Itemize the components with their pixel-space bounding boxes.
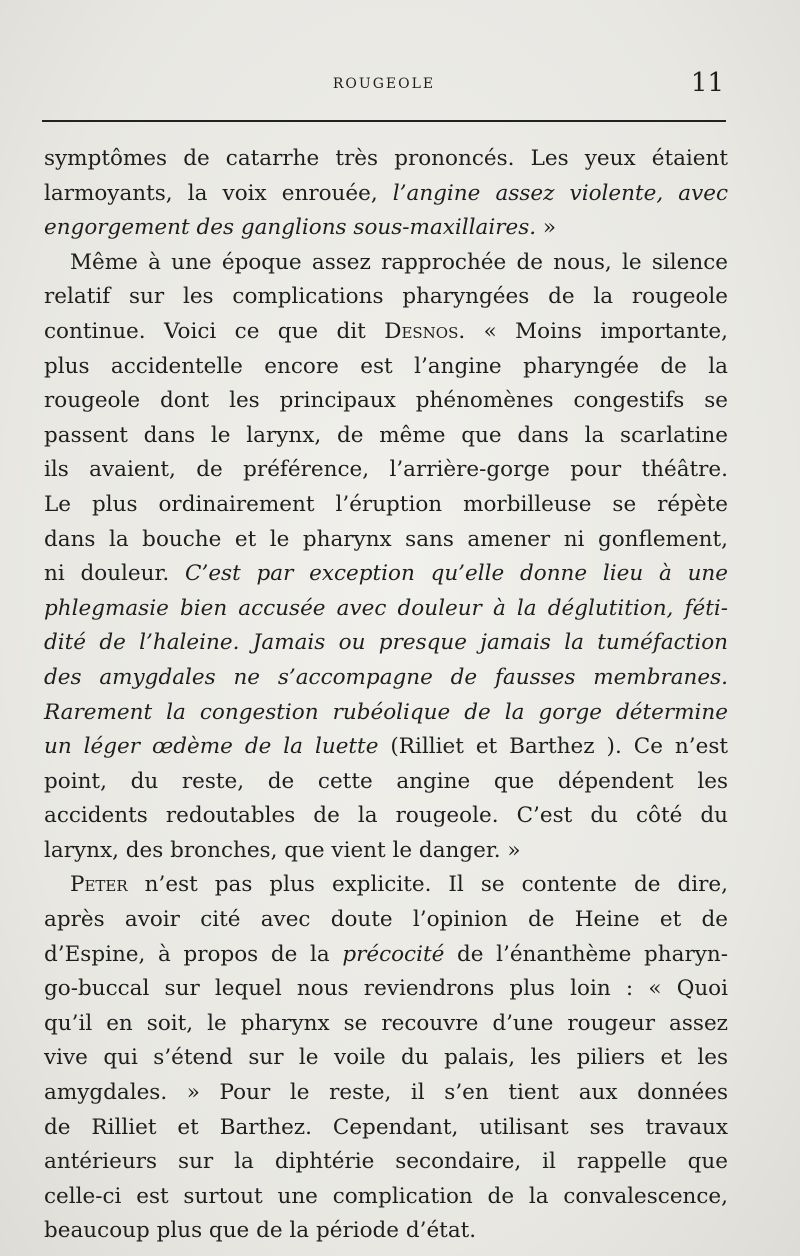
text-run: continue. Voici ce que dit: [44, 318, 385, 344]
text-line: [44, 211, 728, 246]
italic-run: précocité: [342, 941, 445, 967]
text-run: go-buccal sur lequel nous reviendrons plus loin : « Quoi: [44, 976, 728, 1002]
text-line: [44, 488, 728, 523]
text-run: antérieurs sur la diphtérie secondaire, il rappelle que: [44, 1149, 728, 1175]
text-line: [44, 1041, 728, 1076]
text-run: . « Moins importante,: [458, 318, 728, 344]
italic-run: un léger œdème de la luette: [44, 734, 379, 760]
text-line: [44, 903, 728, 938]
text-run: beaucoup plus que de la période d’état.: [44, 1218, 477, 1244]
text-run: Le plus ordinairement l’éruption morbilleuse se répète: [44, 491, 728, 517]
text-run: vive qui s’étend sur le voile du palais, les piliers et les: [44, 1045, 728, 1071]
text-line: [44, 1214, 728, 1249]
text-run: relatif sur les complications pharyngées de la rougeole: [44, 284, 728, 310]
header-rule: [42, 120, 726, 122]
page-header: [42, 70, 726, 106]
small-caps-name: Desnos: [384, 318, 459, 344]
text-line: [44, 1111, 728, 1146]
text-line: [44, 938, 728, 973]
text-run: qu’il en soit, le pharynx se recouvre d’une rougeur assez: [44, 1010, 728, 1036]
text-line: [44, 1180, 728, 1215]
text-run: (Rilliet et Barthez ). Ce n’est: [378, 734, 728, 760]
text-line: [44, 1076, 728, 1111]
text-run: passent dans le larynx, de même que dans la scarlatine: [44, 422, 728, 448]
text-line: [44, 523, 728, 558]
text-line: [44, 730, 728, 765]
text-run: rougeole dont les principaux phénomènes congestifs se: [44, 388, 728, 414]
italic-run: dité de l’haleine. Jamais ou presque jamais la tuméfaction: [44, 630, 728, 656]
text-run: ils avaient, de préférence, l’arrière-gorge pour théâtre.: [44, 457, 728, 483]
text-line: [44, 661, 728, 696]
italic-run: l’angine assez violente, avec: [392, 180, 728, 206]
text-line: [44, 1145, 728, 1180]
text-line: [44, 972, 728, 1007]
text-run: n’est pas plus explicite. Il se contente de dire,: [127, 872, 728, 898]
text-line: [44, 246, 728, 281]
text-run: plus accidentelle encore est l’angine pharyngée de la: [44, 353, 728, 379]
text-run: larmoyants, la voix enrouée,: [44, 180, 393, 206]
text-line: [44, 350, 728, 385]
text-line: [44, 315, 728, 350]
text-run: point, du reste, de cette angine que dépendent les: [44, 768, 728, 794]
text-line: [44, 142, 728, 177]
text-run: symptômes de catarrhe très prononcés. Les yeux étaient: [44, 146, 728, 171]
text-line: [44, 419, 728, 454]
text-run: celle-ci est surtout une complication de la convalescence,: [44, 1183, 728, 1209]
text-run: de l’énanthème pharyn-: [444, 941, 728, 967]
running-head: ROUGEOLE: [332, 76, 436, 92]
text-run: Même à une époque assez rapprochée de nous, le silence: [70, 249, 728, 275]
text-line: [44, 1007, 728, 1042]
text-line: [44, 557, 728, 592]
text-line: [44, 453, 728, 488]
text-line: [44, 384, 728, 419]
text-run: amygdales. » Pour le reste, il s’en tient aux données: [44, 1080, 728, 1106]
italic-run: Rarement la congestion rubéolique de la gorge détermine: [44, 699, 728, 725]
page-number: 11: [690, 68, 724, 98]
text-line: [44, 177, 728, 212]
text-run: de Rilliet et Barthez. Cependant, utilisant ses travaux: [44, 1114, 728, 1140]
text-line: [44, 765, 728, 800]
text-line: [44, 696, 728, 731]
text-line: [44, 280, 728, 315]
italic-run: des amygdales ne s’accompagne de fausses membranes.: [44, 664, 728, 690]
text-line: [44, 626, 728, 661]
body-text: [44, 142, 728, 1249]
text-run: après avoir cité avec doute l’opinion de Heine et de: [44, 907, 728, 933]
text-line: [44, 868, 728, 903]
text-run: »: [536, 215, 557, 241]
text-run: accidents redoutables de la rougeole. C’est du côté du: [44, 803, 728, 829]
italic-run: engorgement des ganglions sous-maxillaires.: [44, 215, 537, 241]
text-run: dans la bouche et le pharynx sans amener ni gonflement,: [44, 526, 728, 552]
italic-run: phlegmasie bien accusée avec douleur à la déglutition, féti-: [44, 595, 728, 621]
small-caps-name: Peter: [70, 872, 128, 898]
text-line: [44, 834, 728, 869]
italic-run: C’est par exception qu’elle donne lieu à une: [185, 561, 728, 587]
text-run: larynx, des bronches, que vient le danger. »: [44, 837, 521, 863]
text-line: [44, 592, 728, 627]
text-run: ni douleur.: [44, 561, 186, 587]
text-line: [44, 799, 728, 834]
text-run: d’Espine, à propos de la: [44, 941, 343, 967]
